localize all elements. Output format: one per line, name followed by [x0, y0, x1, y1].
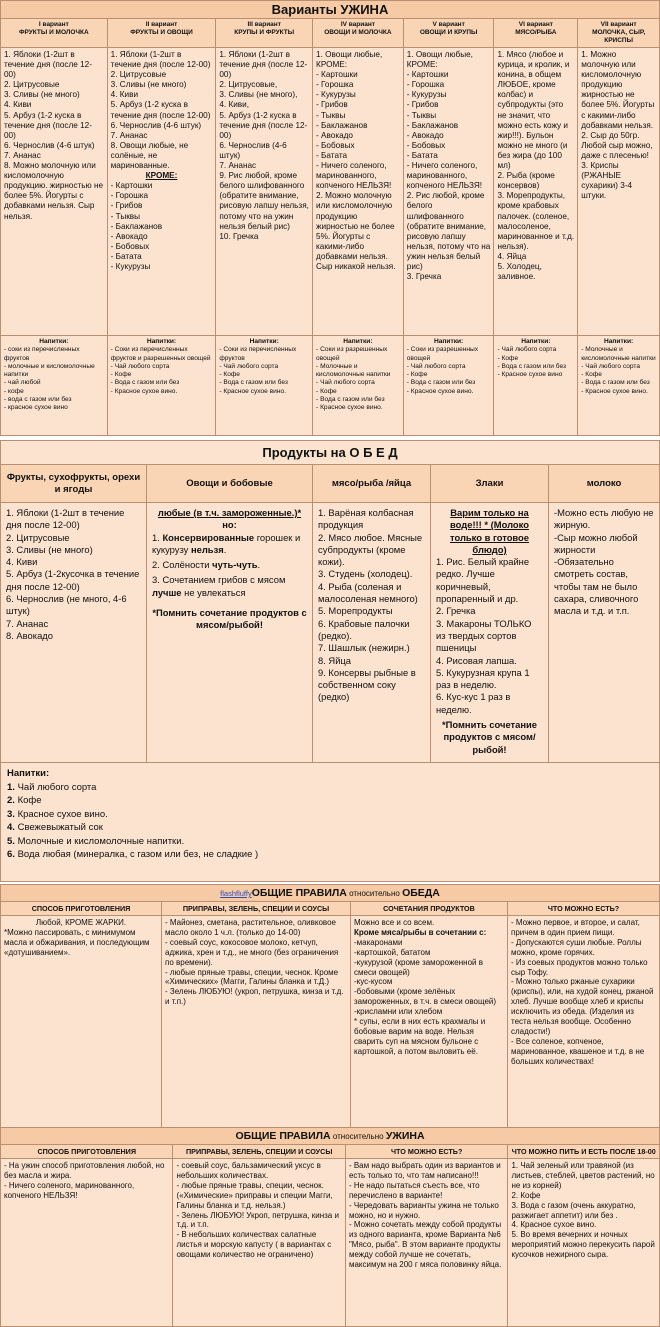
veg-item-text: .	[223, 543, 227, 555]
variant-extra-item: - Бобовых	[110, 241, 150, 251]
cereal-item: 4. Рисовая лапша.	[436, 654, 517, 666]
variant-items	[494, 48, 578, 335]
lunch-milk-cell	[549, 503, 659, 762]
can-item: - Можно сочетать между собой продукты из одного варианта, кроме Варианта №6 "Мясо, рыба". В этом варианте продукты между собой лучше не сочетать, максимум на 200 г мяса половинку яйца.	[348, 1220, 502, 1270]
drink-text: Чай любого сорта	[14, 781, 97, 793]
veg-item-text: .	[257, 559, 261, 571]
veg-item-bold: лучше	[152, 586, 182, 598]
lunch-can-cell	[508, 916, 659, 1127]
variant-item: - Картошки	[406, 70, 449, 80]
lunch-rules-row	[1, 916, 659, 1128]
cereal-top: Варим только на воде!!! * (Молоко только в готовое блюдо)	[450, 507, 529, 555]
variant-header-line: VI вариант	[518, 21, 553, 28]
variant-item: 7. Ананас	[219, 161, 257, 171]
fruit-item: 7. Ананас	[6, 617, 49, 629]
lunch-cooking-cell	[1, 916, 162, 1127]
rules-header: СОЧЕТАНИЯ ПРОДУКТОВ	[351, 902, 508, 915]
variant-extra-item: - Баклажанов	[110, 221, 163, 231]
combo-item: -макаронами	[354, 937, 403, 947]
drink-item: - Вода с газом или без	[497, 362, 567, 370]
drink-item: - Чай любого сорта	[406, 362, 466, 370]
variant-item: - Батата	[316, 150, 348, 160]
variant-header-line: ОВОЩИ И МОЛОЧКА	[324, 29, 392, 36]
variant-item: 1. Яблоки (1-2шт в течение дня (после 12-00)	[110, 50, 211, 70]
drink-num: 4.	[7, 822, 15, 833]
dinner-after-cell	[508, 1159, 659, 1327]
variant-item: 3. Морепродукты, кроме крабовых палочек. (соленое, малосоленое, маринованное и т.д. нельзя).	[497, 191, 575, 251]
lunch-meat-cell	[313, 503, 431, 762]
dinner-title: Варианты УЖИНА	[1, 1, 659, 19]
lunch-drink-item	[7, 821, 653, 835]
variant-drinks	[1, 336, 108, 436]
drink-item: - Красное сухое вино.	[581, 387, 648, 395]
after-item: 3. Вода с газом (очень аккуратно, разжигает аппетит) или без .	[511, 1200, 636, 1220]
meat-item: 2. Мясо любое. Мясные субпродукты (кроме кожи).	[318, 531, 423, 568]
veg-item-text: не увлекаться	[181, 586, 246, 598]
after-item: 1. Чай зеленый или травяной (из листьев, стеблей, цветов растений, но не из корней)	[511, 1161, 655, 1190]
variant-item: 2. Сыр до 50гр. Любой сыр можно, даже с плесенью!	[581, 130, 653, 160]
drinks-header: Напитки:	[603, 338, 634, 345]
lunch-items-row	[1, 503, 659, 763]
variant-item: - Авокадо	[406, 130, 444, 140]
combo-item: -крисламни или хлебом	[354, 1007, 443, 1017]
drink-num: 3.	[7, 808, 15, 820]
meat-item: 1. Варёная колбасная продукция	[318, 507, 414, 531]
lunch-combos-cell	[351, 916, 508, 1127]
drink-item: - кофе	[4, 387, 24, 395]
variant-items	[1, 48, 108, 335]
cooking-item: - На ужин способ приготовления любой, но без масла и жира.	[4, 1161, 165, 1180]
drink-item: - соки из перечисленных фруктов	[4, 346, 80, 362]
combo-item: * супы, если в них есть крахмалы и бобовые варим на воде. Нельзя сварить суп на мясном бульоне с картошкой, а потом выловить её.	[354, 1017, 486, 1056]
drink-item: - чай любой	[4, 379, 41, 387]
variant-item: 3. Сливы (не много)	[4, 90, 80, 100]
lunch-column-header: Овощи и бобовые	[147, 465, 313, 502]
drink-item: - Кофе	[581, 371, 602, 379]
variant-items	[404, 48, 495, 335]
variant-item: 10. Гречка	[219, 231, 259, 241]
drink-item: - Кофе	[316, 387, 337, 395]
drink-item: - Вода с газом или без	[316, 396, 385, 404]
drink-item: - вода с газом или без	[4, 396, 72, 404]
drink-item: - Чай любого сорта	[110, 362, 170, 370]
variant-item: - Бобовых	[406, 140, 446, 150]
variant-item: 5. Арбуз (1-2 куска в течение дня (после 12-00)	[219, 110, 308, 140]
veg-item	[152, 574, 307, 599]
drinks-header: Напитки:	[249, 338, 279, 345]
drinks-header: Напитки:	[434, 338, 464, 345]
rules-header: ЧТО МОЖНО ПИТЬ И ЕСТЬ ПОСЛЕ 18-00	[511, 1147, 656, 1156]
veg-item-bold: чуть-чуть	[212, 559, 258, 571]
source-link[interactable]: flashfluffy	[220, 889, 252, 898]
cooking-item: Любой, КРОМЕ ЖАРКИ.	[35, 918, 127, 927]
meat-item: 8. Яйца	[318, 654, 352, 666]
drink-item: - Чай любого сорта	[581, 362, 641, 370]
can-item: - Все соленое, копченое, маринованное, квашеное и т.д. в не больших количествах!	[511, 1036, 645, 1066]
drinks-header: Напитки:	[521, 338, 551, 345]
milk-item: -Обязательно смотреть состав, чтобы там не было сахара, сливочного масла и т.д. и т.п.	[554, 556, 639, 617]
drinks-header: Напитки:	[39, 338, 69, 345]
lunch-head-row	[1, 465, 659, 503]
variant-item: 3. Сливы (не много)	[110, 80, 187, 90]
fruit-item: 2. Цитрусовые	[6, 531, 70, 543]
drink-item: - Красное сухое вино.	[110, 387, 178, 395]
variant-extra-item: - Авокадо	[110, 231, 148, 241]
spice-item: - соевый соус, бальзамический уксус в небольших количествах.	[176, 1161, 321, 1180]
variant-header-line: ОВОЩИ И КРУПЫ	[419, 29, 478, 36]
spice-item: - любые пряные травы, специи, чеснок. Кроме «Химических» (Магги, Галины бланка и т.Д.)	[165, 967, 339, 987]
spice-item: - Зелень ЛЮБУЮ! Укроп, петрушка, кинза и т.д. и т.п.	[176, 1210, 339, 1230]
drink-item: - Соки из разрешенных овощей	[406, 346, 479, 362]
drink-item: - Красное сухое вино	[497, 371, 563, 379]
cereal-note: *Помнить сочетание продуктов с мясом/рыбой!	[442, 719, 537, 755]
variant-item: - Баклажанов	[406, 120, 459, 130]
drink-item: - Молочные и кисломолочные напитки	[581, 346, 656, 362]
veg-item-bold: нельзя	[190, 543, 224, 555]
variant-item: 4. Яйца	[497, 251, 527, 261]
drink-text: Кофе	[14, 795, 42, 806]
lunch-title: Продукты на О Б Е Д	[1, 441, 659, 465]
spice-item: - В небольших количествах салатные листья и морскую капусту ( в вариантах с овощами количество не ограничено)	[176, 1230, 332, 1260]
drinks-header: Напитки:	[343, 338, 373, 345]
variant-item: 1. Яблоки (1-2шт в течение дня (после 12-00)	[4, 50, 92, 80]
variant-drinks	[216, 336, 313, 436]
variant-item: 4. Киви	[4, 100, 32, 110]
fruit-item: 6. Чернослив (не много, 4-6 штук)	[6, 593, 127, 617]
variant-item: - Баклажанов	[316, 120, 368, 130]
drink-text: Молочные и кисломолочные напитки.	[14, 835, 185, 847]
variant-drinks	[578, 336, 659, 436]
variant-item: 5. Арбуз (1-2 куска в течение дня (после 12-00)	[110, 100, 211, 120]
variant-item: 6. Чернослив (4-6 штук)	[110, 120, 202, 130]
drink-num: 1.	[7, 781, 15, 793]
fruit-item: 1. Яблоки (1-2шт в течение дня после 12-00)	[6, 507, 125, 531]
rules-header: СПОСОБ ПРИГОТОВЛЕНИЯ	[1, 1145, 173, 1158]
variant-item: 1. Можно молочную или кисломолочную продукцию жирностью не более 5%. Йогурты с какими-либо добавками нельзя.	[581, 50, 655, 130]
variant-item: - Кукурузы	[316, 90, 356, 100]
variant-item: - Бобовых	[316, 140, 355, 150]
drink-item: - Молочные и кисломолочные напитки	[316, 362, 391, 379]
variant-header	[1, 19, 108, 47]
variant-item: - Тыквы	[406, 110, 437, 120]
general-rules-section	[0, 884, 660, 1327]
variant-item: 8. Овощи любые, не солёные, не маринованные.	[110, 140, 189, 171]
spice-item: - Майонез, сметана, растительное, оливковое масло около 1 ч.л. (только до 14-00)	[165, 918, 336, 937]
lunch-drink-item	[7, 835, 653, 849]
drinks-header: Напитки:	[146, 338, 177, 345]
cooking-item: *Можно пассировать, с минимумом масла и обжаривания, и последующим «дотушиванием».	[4, 927, 150, 957]
variant-drinks	[108, 336, 217, 436]
dinner-items-row	[1, 48, 659, 336]
lunch-drinks	[1, 763, 659, 866]
lunch-spices-cell	[162, 916, 351, 1127]
lunch-column-header: молоко	[586, 477, 622, 489]
variant-item: 7. Ананас	[4, 150, 41, 160]
drink-text: Красное сухое вино.	[14, 808, 108, 820]
drink-text: Вода любая (минералка, с газом или без, не сладкие )	[14, 849, 259, 860]
veg-item-text: Солёности	[162, 559, 213, 571]
drink-item: - Вода с газом или без	[406, 379, 476, 387]
veg-note: *Помнить сочетание продуктов с мясом/рыбой!	[152, 607, 307, 631]
variant-extra-title: КРОМЕ:	[145, 171, 178, 181]
variant-header	[108, 19, 217, 47]
meat-item: 3. Студень (холодец).	[318, 568, 413, 580]
can-item: - Допускаются суши любые. Роллы можно, кроме горячих.	[511, 937, 642, 957]
variant-item: 2. Цитрусовые,	[219, 80, 278, 90]
lunch-column-header: мясо/рыба /яйца	[313, 465, 431, 502]
variant-item: 7. Ананас	[110, 130, 148, 140]
variant-item: 3. Сливы (не много),	[219, 90, 298, 100]
variant-item: 2. Рыба (кроме консервов)	[497, 171, 555, 191]
rules-header: ПРИПРАВЫ, ЗЕЛЕНЬ, СПЕЦИИ И СОУСЫ	[173, 1145, 345, 1158]
cooking-item: - Ничего соленого, маринованного, копченого НЕЛЬЗЯ!	[4, 1180, 135, 1200]
variant-item: - Горошка	[406, 80, 445, 90]
can-item: - Не надо пытаться съесть все, что перечислено в варианте!	[348, 1180, 480, 1200]
variant-item: - Батата	[406, 150, 438, 160]
veg-item-num: 3.	[152, 574, 163, 586]
veg-item-num: 2.	[152, 559, 163, 571]
variant-extra-item: - Горошка	[110, 191, 149, 201]
dinner-can-cell	[346, 1159, 509, 1327]
variant-header-line: I вариант	[38, 21, 69, 28]
lunch-drink-item	[7, 794, 653, 808]
after-item: 2. Кофе	[511, 1190, 541, 1200]
drink-num: 2.	[7, 795, 15, 806]
rules-header: ЧТО МОЖНО ЕСТЬ?	[547, 904, 620, 913]
drink-item: - красное сухое вино	[4, 404, 68, 412]
variant-drinks	[404, 336, 495, 436]
drink-item: - Соки из перечисленных фруктов	[219, 346, 297, 362]
cereal-item: 2. Гречка	[436, 605, 476, 617]
veg-item-num: 1.	[152, 531, 163, 543]
variant-item: 9. Рис любой, кроме белого шлифованного (обратите внимание, рисовую лапшу нельзя, потому что на ужин нельзя белый рис)	[219, 171, 309, 231]
drink-item: - Кофе	[406, 371, 428, 379]
variant-item: 6. Чернослив (4-6 штук)	[4, 140, 95, 150]
variant-header-line: VII вариант	[600, 21, 637, 28]
fruit-item: 4. Киви	[6, 556, 38, 568]
milk-item: -Сыр можно любой жирности	[554, 531, 638, 555]
variant-item: 1. Овощи любые, КРОМЕ:	[406, 50, 473, 70]
can-item: - Можно первое, и второе, и салат, причем в один прием пищи.	[511, 918, 640, 937]
drink-item: - Кофе	[219, 371, 240, 379]
cereal-item: 5. Кукурузная крупа 1 раз в неделю.	[436, 666, 530, 691]
variant-header-line: ФРУКТЫ И МОЛОЧКА	[18, 29, 89, 36]
variant-header-line: КРУПЫ И ФРУКТЫ	[234, 29, 295, 36]
combos-title: Кроме мяса/рыбы в сочетании с:	[354, 927, 487, 937]
spice-item: - Зелень ЛЮБУЮ! (укроп, петрушка, кинза и т.д. и т.п.)	[165, 987, 344, 1007]
fruit-item: 5. Арбуз (1-2кусочка в течение дня после 12-00)	[6, 568, 140, 592]
drink-item: - Чай любого сорта	[497, 346, 557, 354]
fruit-item: 8. Авокадо	[6, 629, 53, 641]
rules-header: СПОСОБ ПРИГОТОВЛЕНИЯ	[1, 902, 162, 915]
veg-item-text: горошек и кукурузу	[152, 531, 301, 555]
variant-header-line: ФРУКТЫ И ОВОЩИ	[130, 29, 193, 36]
variant-item: 6. Чернослив (4-6 штук)	[219, 140, 287, 160]
variant-item: - Грибов	[406, 100, 439, 110]
lunch-veg-cell	[147, 503, 313, 762]
drink-item: - Красное сухое вино.	[219, 387, 286, 395]
variant-item: 1. Яблоки (1-2шт в течение дня (после 12-00)	[219, 50, 308, 80]
variant-item: 3. Гречка	[406, 272, 442, 282]
lunch-products-section	[0, 440, 660, 882]
after-item: 5. Во время вечерних и ночных мероприятий можно перекусить парой кусочков нежирного сыра.	[511, 1230, 655, 1260]
drink-text: Свежевыжатый сок	[14, 822, 103, 833]
cereal-item: 3. Макароны ТОЛЬКО из твердых сортов пшеницы	[436, 617, 532, 654]
variant-header	[216, 19, 313, 47]
drink-item: - Чай любого сорта	[316, 379, 375, 387]
variant-item: 4. Киви,	[219, 100, 249, 110]
spice-item: - любые пряные травы, специи, чеснок. («Химические» приправы и специи Магги, Галины бланка и т.д. нельзя.)	[176, 1180, 333, 1210]
meat-item: 5. Морепродукты	[318, 605, 393, 617]
variant-extra-item: - Кукурузы	[110, 261, 151, 271]
variant-item: 2. Цитрусовые	[4, 80, 60, 90]
lunch-rules-head-row	[1, 902, 659, 916]
meat-item: 6. Крабовые палочки (редко).	[318, 617, 410, 641]
variant-items	[313, 48, 404, 335]
variant-header	[578, 19, 659, 47]
combo-item: -кус-кусом	[354, 977, 393, 987]
dinner-rules-title: ОБЩИЕ ПРАВИЛА относительно УЖИНА	[1, 1128, 659, 1145]
drink-item: - Вода с газом или без	[581, 379, 650, 387]
lunch-drink-item	[7, 848, 653, 862]
variant-drinks	[313, 336, 404, 436]
can-item: - Вам надо выбрать один из вариантов и есть только то, что там написано!!!	[348, 1161, 501, 1180]
dinner-drinks-row	[1, 336, 659, 436]
variant-header-line: МЯСО/РЫБА	[515, 29, 557, 36]
variant-header-line: МОЛОЧКА, СЫР, КРИСПЫ	[592, 29, 646, 44]
after-item: 4. Красное сухое вино.	[511, 1220, 597, 1230]
variant-header	[404, 19, 495, 47]
lunch-cereal-cell	[431, 503, 549, 762]
can-item: - Чередовать варианты ужина не только можно, но и нужно.	[348, 1200, 499, 1220]
veg-item-text: Сочетанием грибов с мясом	[162, 574, 286, 586]
spice-item: - соевый соус, кокосовое молоко, кетчуп, аджика, хрен и т.д., не много (без ограничения по времени).	[165, 937, 339, 967]
milk-item: -Можно есть любую не жирную.	[554, 507, 654, 531]
dinner-spices-cell	[173, 1159, 345, 1327]
variant-item: 5. Холодец, заливное.	[497, 261, 542, 282]
variant-extra-item: - Картошки	[110, 181, 153, 191]
variant-item: 5. Арбуз (1-2 куска в течение дня (после 12-00)	[4, 110, 92, 140]
variant-item: 1. Мясо (любое и курица, и кролик, и конина, в общем ЛЮБОЕ, кроме колбас) и субпродукты (это не значит, что можно есть кожу и жир!!!). Бульон можно не много (и без жира (до 100 мл)	[497, 50, 570, 171]
lunch-rules-title: flashfluffyОБЩИЕ ПРАВИЛА относительно ОБЕДА	[1, 885, 659, 902]
drink-item: - Красное сухое вино.	[406, 387, 474, 395]
cereal-item: 6. Кус-кус 1 раз в неделю.	[436, 691, 511, 715]
veg-item	[152, 559, 307, 571]
drink-item: - Кофе	[497, 354, 519, 362]
variant-item: - Тыквы	[316, 110, 346, 120]
dinner-rules-row	[1, 1159, 659, 1327]
combo-item: -картошкой, бататом	[354, 947, 431, 957]
lunch-column-header: Злаки	[431, 465, 549, 502]
variant-item: 4. Киви	[110, 90, 139, 100]
variant-item: - Ничего соленого, маринованного, копченого НЕЛЬЗЯ!	[406, 161, 483, 191]
drink-item: - молочные и кисломолочные напитки	[4, 362, 95, 379]
rules-header: ЧТО МОЖНО ЕСТЬ?	[346, 1145, 509, 1158]
dinner-variants-section	[0, 0, 660, 436]
lunch-column-header: Фрукты, сухофрукты, орехи и ягоды	[1, 465, 147, 502]
variant-header-line: II вариант	[145, 21, 178, 28]
combos-top: Можно все и со всем.	[354, 918, 435, 927]
variant-extra-item: - Тыквы	[110, 211, 141, 221]
meat-item: 4. Рыба (соленая и малосоленая немного)	[318, 580, 418, 605]
veg-item	[152, 532, 307, 557]
fruit-item: 3. Сливы (не много)	[6, 543, 93, 555]
combo-item: -бобовыми (кроме зелёных замороженных, в т.ч. в смеси овощей)	[354, 987, 497, 1007]
variant-items	[108, 48, 217, 335]
lunch-drink-item	[7, 781, 653, 795]
variant-header-line: III вариант	[247, 21, 281, 28]
variant-drinks	[494, 336, 578, 436]
drink-item: - Вода с газом или без	[219, 379, 288, 387]
drink-item: - Кофе	[110, 371, 132, 379]
variant-items	[216, 48, 313, 335]
variant-item: 2. Цитрусовые	[110, 70, 167, 80]
variant-item: - Авокадо	[316, 130, 353, 140]
veg-item-bold: Консервированные	[162, 531, 255, 543]
lunch-drinks-title: Напитки:	[7, 768, 50, 779]
can-item: - Можно только ржаные сухарики (криспы), или, на худой конец, ржаной хлеб. Лучше вообще хлеб и криспы исключить из обеда. (Изделия из теста нельзя вообще. Особенно сладости!)	[511, 977, 654, 1036]
dinner-head-row	[1, 19, 659, 48]
variant-item: - Картошки	[316, 70, 358, 80]
drink-item: - Вода с газом или без	[110, 379, 180, 387]
dinner-rules-head-row	[1, 1145, 659, 1159]
variant-item: 1. Овощи любые, КРОМЕ:	[316, 50, 383, 70]
variant-header-line: V вариант	[432, 21, 465, 28]
variant-item: 2. Можно молочную или кисломолочную продукцию жирностью не более 5%. Йогурты с какими-либо добавками нельзя. Сыр никакой нельзя.	[316, 191, 396, 271]
cereal-item: 1. Рис. Белый крайне редко. Лучше коричневый, пропаренный и др.	[436, 556, 530, 605]
can-item: - Из соевых продуктов можно только сыр Тофу.	[511, 957, 648, 977]
variant-item: 2. Рис любой, кроме белого шлифованного (обратите внимание, рисовую лапшу нельзя, потому что на ужин нельзя белый рис)	[406, 191, 491, 271]
rules-header: ПРИПРАВЫ, ЗЕЛЕНЬ, СПЕЦИИ И СОУСЫ	[162, 902, 351, 915]
drink-item: - Соки из перечисленных фруктов и разрешенных овощей	[110, 346, 211, 362]
variant-header-line: IV вариант	[340, 21, 375, 28]
meat-item: 9. Консервы рыбные в собственном соку (редко)	[318, 666, 416, 703]
drink-num: 6.	[7, 849, 15, 860]
variant-item: - Ничего соленого, маринованного, копченого НЕЛЬЗЯ!	[316, 161, 392, 191]
combo-item: -кукурузой (кроме замороженной в смеси овощей)	[354, 957, 483, 977]
lunch-drink-item	[7, 808, 653, 822]
meat-item: 7. Шашлык (нежирн.)	[318, 642, 410, 654]
veg-top: любые (в т.ч. замороженные.)*	[157, 507, 302, 518]
variant-item: - Грибов	[316, 100, 348, 110]
variant-items	[578, 48, 659, 335]
variant-item: 8. Можно молочную или кисломолочную продукцию. жирностью не более 5%. Йогурты с добавками нельзя. Сыр нельзя.	[4, 161, 104, 221]
variant-extra-item: - Батата	[110, 251, 142, 261]
variant-header	[313, 19, 404, 47]
lunch-fruits-cell	[1, 503, 147, 762]
variant-extra-item: - Грибов	[110, 201, 143, 211]
drink-item: - Соки из разрешенных овощей	[316, 346, 388, 362]
drink-item: - Чай любого сорта	[219, 362, 279, 370]
variant-item: 3. Криспы (РЖАНЫЕ сухарики) 3-4 штуки.	[581, 161, 633, 201]
drink-num: 5.	[7, 835, 15, 847]
variant-item: - Горошка	[316, 80, 354, 90]
variant-header	[494, 19, 578, 47]
variant-item: - Кукурузы	[406, 90, 447, 100]
drink-item: - Красное сухое вино.	[316, 404, 383, 412]
dinner-cooking-cell	[1, 1159, 173, 1327]
veg-no: но:	[222, 519, 237, 531]
